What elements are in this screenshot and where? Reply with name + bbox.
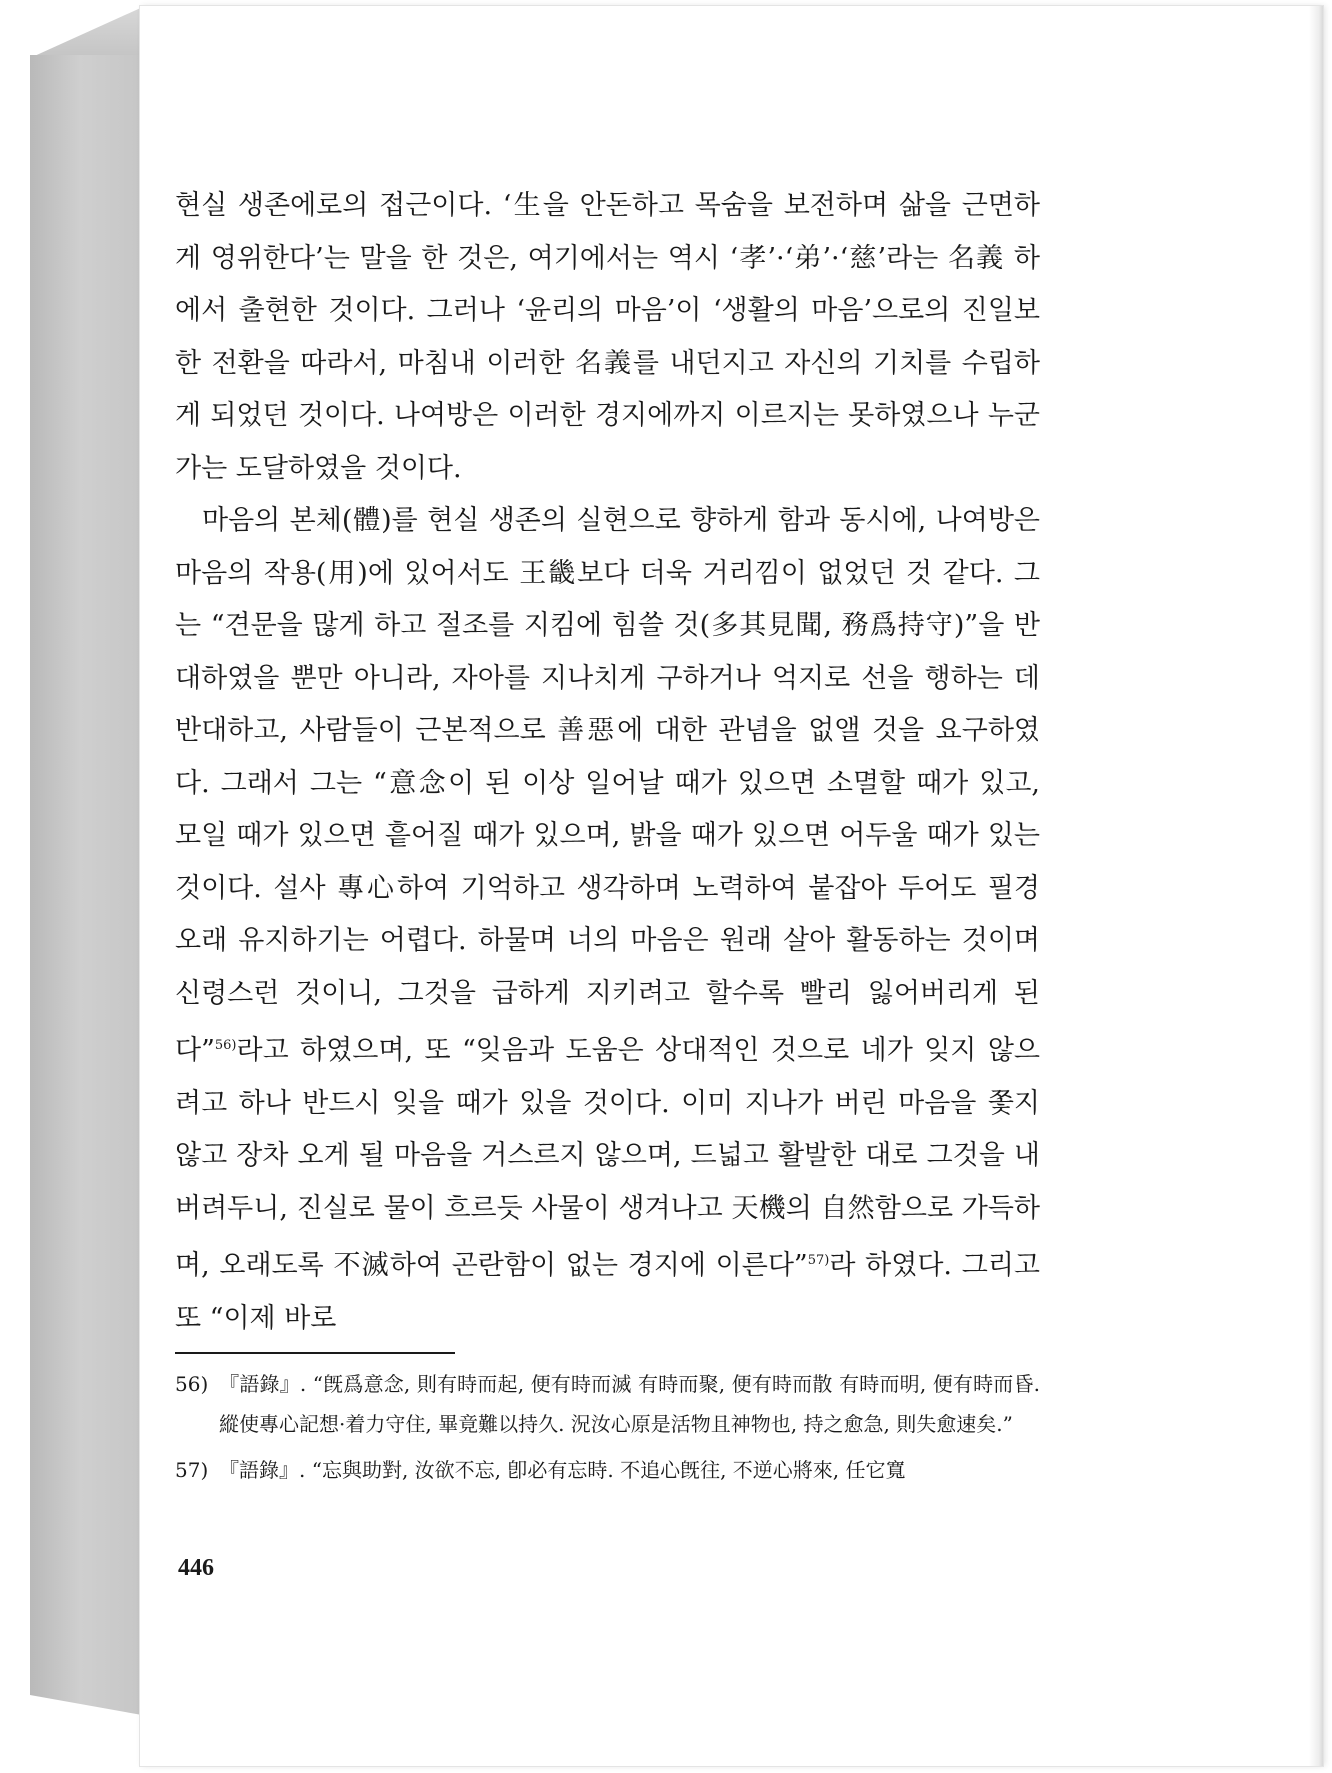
footnotes [175,1364,1040,1496]
book-spine-top [30,6,145,58]
footnote-number: 57) [175,1458,209,1482]
book-spine [30,55,142,1715]
footnote-ref: 56) [214,1038,237,1053]
footnote-number: 56) [175,1372,209,1396]
footnote-text: 『語錄』. “旣爲意念, 則有時而起, 便有時而滅 有時而聚, 便有時而散 有時而明, 便有時而昏. 縱使專心記想·着力守住, 畢竟難以持久. 況汝心原是活物且神物也, 持之愈急, 則失愈速矣.” [219,1372,1040,1436]
paragraph-part: 라고 하였으며, 또 “잊음과 도움은 상대적인 것으로 네가 잊지 않으려고 하나 반드시 잊을 때가 있을 것이다. 이미 지나가 버린 마음을 쫓지 않고 장차 오게 될 마음을 거스르지 않으며, 드넓고 활발한 대로 그것을 내버려두니, 진실로 물이 흐르듯 사물이 생겨나고 天機의 自然함으로 가득하며, 오래도록 不滅하여 곤란함이 없는 경지에 이른다” [175,1035,1040,1281]
main-body-text [175,180,1040,1345]
footnote-56 [175,1364,1040,1444]
footnote-text: 『語錄』. “忘與助對, 汝欲不忘, 卽必有忘時. 不追心旣往, 不逆心將來, 任它寬 [219,1458,906,1482]
page-edge [1309,6,1323,1766]
footnote-57 [175,1450,1040,1490]
page-number: 446 [178,1555,214,1581]
paragraph-part: 마음의 본체(體)를 현실 생존의 실현으로 향하게 함과 동시에, 나여방은 마음의 작용(用)에 있어서도 王畿보다 더욱 거리낌이 없었던 것 같다. 그는 “견문을 많게 하고 절조를 지킴에 힘쓸 것(多其見聞, 務爲持守)”을 반대하였을 뿐만 아니라, 자아를 지나치게 구하거나 억지로 선을 행하는 데 반대하고, 사람들이 근본적으로 善惡에 대한 관념을 없앨 것을 요구하였다. 그래서 그는 “意念이 된 이상 일어날 때가 있으면 소멸할 때가 있고, 모일 때가 있으면 흩어질 때가 있으며, 밝을 때가 있으면 어두울 때가 있는 것이다. 설사 專心하여 기억하고 생각하며 노력하여 붙잡아 두어도 필경 오래 유지하기는 어렵다. 하물며 너의 마음은 원래 살아 활동하는 것이며 신령스런 것이니, 그것을 급하게 지키려고 할수록 빨리 잃어버리게 된다” [175,505,1040,1066]
paragraph-part: 라 하였다. 그리고 또 “이제 바로 [175,1250,1040,1334]
paragraph [175,495,1040,1345]
footnote-divider [175,1352,455,1354]
footnote-ref: 57) [807,1253,830,1268]
paragraph: 현실 생존에로의 접근이다. ‘生을 안돈하고 목숨을 보전하며 삶을 근면하게 영위한다’는 말을 한 것은, 여기에서는 역시 ‘孝’·‘弟’·‘慈’라는 名義 하에서 출현한 것이다. 그러나 ‘윤리의 마음’이 ‘생활의 마음’으로의 진일보한 전환을 따라서, 마침내 이러한 名義를 내던지고 자신의 기치를 수립하게 되었던 것이다. 나여방은 이러한 경지에까지 이르지는 못하였으나 누군가는 도달하였을 것이다. [175,190,1040,484]
